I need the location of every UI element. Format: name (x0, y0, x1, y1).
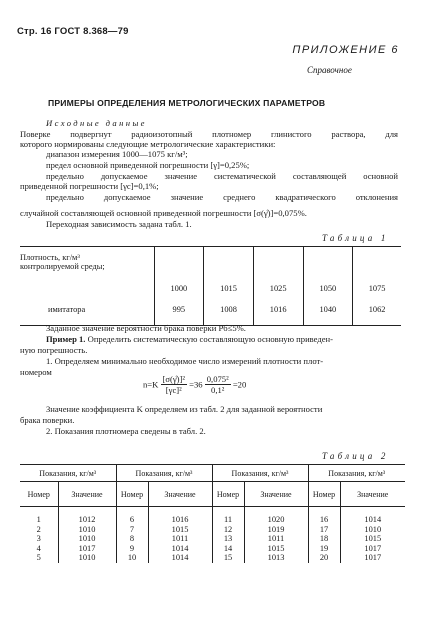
text-line: предел основной приведенной погрешности [γ]=0,25%; (46, 160, 250, 170)
source-data-heading: Исходные данные (46, 118, 147, 128)
text-line: случайной составляющей основной приведенной погрешности [σ(γ̊)]=0,075%. (20, 208, 307, 218)
table2-value-cell (148, 507, 212, 563)
text-line: которого нормированы следующие метрологические характеристики: (20, 139, 276, 149)
table1 (20, 246, 401, 326)
table2-number-cell (308, 507, 340, 563)
table2-number: 18 (319, 534, 329, 544)
text-line: 1. Определяем минимально необходимое число измерений плотности плот- (46, 356, 324, 366)
table2-group-header: Показания, кг/м³ (308, 465, 405, 482)
table1-cell: 1075 (353, 247, 401, 293)
appendix-label: ПРИЛОЖЕНИЕ 6 (292, 44, 399, 56)
table2-caption: Таблица 2 (322, 451, 389, 461)
text-line: приведенной погрешности [γс]=0,1%; (20, 181, 159, 191)
table2-number: 14 (223, 543, 233, 553)
table2-value: 1012 (78, 515, 96, 524)
table2-number: 15 (223, 553, 233, 563)
table2-col-number: Номер (212, 482, 244, 507)
table2-number: 4 (36, 543, 41, 553)
table1-cell: 1008 (204, 293, 254, 325)
table2-col-value: Значение (340, 482, 405, 507)
table2-value: 1017 (364, 543, 382, 553)
table2-col-number: Номер (20, 482, 58, 507)
table2-value: 1020 (267, 515, 285, 524)
formula-numerator: 0,075² (206, 374, 229, 384)
table2-number: 11 (223, 515, 233, 524)
table2-value: 1011 (267, 534, 285, 544)
table2-value: 1016 (171, 515, 189, 524)
table2-number: 17 (319, 524, 329, 534)
table2-group-header: Показания, кг/м³ (116, 465, 212, 482)
table2-value: 1017 (78, 543, 96, 553)
table2-col-number: Номер (116, 482, 148, 507)
table1-cell: 1015 (204, 247, 254, 293)
table2-value: 1015 (267, 543, 285, 553)
table2-group-header: Показания, кг/м³ (212, 465, 308, 482)
table2-value: 1010 (364, 524, 382, 534)
text-line: предельно допускаемое значение систематической составляющей основной (46, 171, 398, 181)
text-line: номером (20, 367, 52, 377)
table2-value: 1015 (364, 534, 382, 544)
table1-cell: 1062 (353, 293, 401, 325)
table1-row1-label: Плотность, кг/м³ контролируемой среды; (20, 253, 105, 271)
text-line: Заданное значение вероятности брака поверки Pб≤5%. (46, 323, 246, 333)
table1-cell: 1016 (253, 293, 303, 325)
table2-value: 1013 (267, 553, 285, 563)
formula (143, 374, 246, 395)
table2-number-cell (20, 507, 58, 563)
table2-number: 12 (223, 524, 233, 534)
table2-number-cell (116, 507, 148, 563)
table2-value: 1010 (78, 553, 96, 563)
table2-value: 1011 (171, 534, 189, 544)
table2-value: 1010 (78, 534, 96, 544)
table2-number: 5 (36, 553, 41, 563)
table2-number: 2 (36, 524, 41, 534)
formula-denominator: 0,1² (211, 385, 225, 395)
table2-number: 20 (319, 553, 329, 563)
table1-cell: 1040 (303, 293, 353, 325)
table2-number: 10 (127, 553, 137, 563)
table2-number: 13 (223, 534, 233, 544)
table1-cell: 1050 (303, 247, 353, 293)
table2-number: 1 (36, 515, 41, 524)
table2-group-header: Показания, кг/м³ (20, 465, 116, 482)
table2-col-value: Значение (244, 482, 308, 507)
table2-value: 1014 (171, 543, 189, 553)
reference-label: Справочное (307, 65, 352, 75)
table2-value: 1010 (78, 524, 96, 534)
table2-col-number: Номер (308, 482, 340, 507)
formula-lhs: n=K (143, 379, 159, 390)
formula-fraction (161, 374, 187, 395)
table2-number: 7 (129, 524, 135, 534)
text-line: 2. Показания плотномера сведены в табл. 2. (46, 426, 206, 436)
table2-value: 1014 (171, 553, 189, 563)
table2-value-cell (58, 507, 116, 563)
table2-number: 6 (129, 515, 135, 524)
table2-value-cell (244, 507, 308, 563)
table2-number: 8 (129, 534, 135, 544)
text-line: брака поверки. (20, 415, 75, 425)
table2-number: 19 (319, 543, 329, 553)
table1-cell: 995 (154, 293, 204, 325)
text-line: диапазон измерения 1000—1075 кг/м³; (46, 149, 188, 159)
table2-number: 9 (129, 543, 135, 553)
text-line: Поверке подвергнут радиоизотопный плотномер глинистого раствора, для (20, 129, 398, 139)
table2-number: 16 (319, 515, 329, 524)
example-label: Пример 1. (46, 334, 86, 344)
table2-col-value: Значение (58, 482, 116, 507)
formula-rhs: =20 (232, 379, 247, 390)
table2-number: 3 (36, 534, 41, 544)
table2 (20, 464, 405, 563)
formula-denominator: [γс]² (165, 385, 182, 395)
table1-row2-label: имитатора (48, 304, 86, 314)
table2-number-cell (212, 507, 244, 563)
table2-col-value: Значение (148, 482, 212, 507)
table1-cell: 1025 (253, 247, 303, 293)
table2-value: 1017 (364, 553, 382, 563)
text-line: Пример 1. Определить систематическую составляющую основную приведен- (46, 334, 334, 344)
table1-cell: 1000 (154, 247, 204, 293)
table1-caption: Таблица 1 (322, 233, 389, 243)
text-line: Переходная зависимость задана табл. 1. (46, 219, 192, 229)
formula-mid: =36 (189, 379, 203, 390)
table2-value: 1019 (267, 524, 285, 534)
page-header: Стр. 16 ГОСТ 8.368—79 (17, 26, 129, 37)
section-title: ПРИМЕРЫ ОПРЕДЕЛЕНИЯ МЕТРОЛОГИЧЕСКИХ ПАРАМЕТРОВ (48, 98, 326, 108)
formula-fraction (205, 374, 231, 395)
text-line: предельно допускаемое значение среднего квадратического отклонения (46, 192, 398, 202)
table2-value: 1014 (364, 515, 382, 524)
table2-value: 1015 (171, 524, 189, 534)
text-line: ную погрешность. (20, 345, 88, 355)
text-line: Значение коэффициента K определяем из табл. 2 для заданной вероятности (46, 404, 323, 414)
formula-numerator: [σ(γ̊)]² (162, 374, 185, 384)
table2-value-cell (340, 507, 405, 563)
